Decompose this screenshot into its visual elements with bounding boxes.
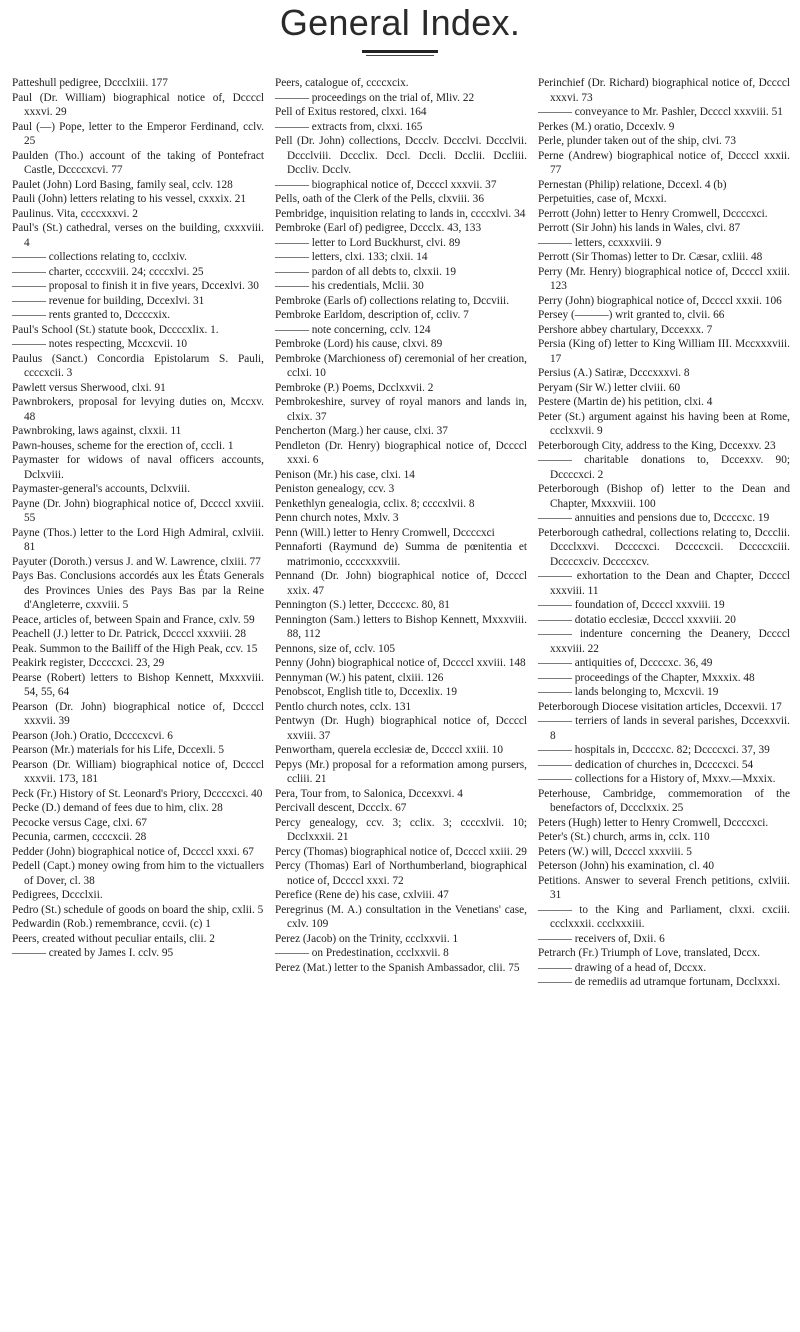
index-entry: Peers, catalogue of, ccccxcix. <box>275 77 409 89</box>
index-entry: ——— hospitals in, Dccccxc. 82; Dccccxci. 37, 39 <box>538 744 770 756</box>
index-entry: Pera, Tour from, to Salonica, Dccexxvi. 4 <box>275 787 463 800</box>
index-entry: Peterhouse, Cambridge, commemoration of the benefactors of, Dccclxxix. 25 <box>538 787 790 814</box>
index-entry: ——— collections for a History of, Mxxv.—Mxxix. <box>538 773 776 785</box>
index-entry: Pennons, size of, cclv. 105 <box>275 642 396 655</box>
index-entry: Pembridge, inquisition relating to lands in, ccccxlvi. 34 <box>275 207 526 220</box>
index-entry: ——— lands belonging to, Mcxcvii. 19 <box>538 686 719 698</box>
index-entry: Peachell (J.) letter to Dr. Patrick, Dccccl xxxviii. 28 <box>12 628 247 640</box>
index-entry: Pembrokeshire, survey of royal manors and lands in, clxix. 37 <box>275 396 527 423</box>
index-entry: Paul (—) Pope, letter to the Emperor Ferdinand, cclv. 25 <box>12 120 264 147</box>
index-entry: Percy (Thomas) Earl of Northumberland, biographical notice of, Dccccl xxxi. 72 <box>275 860 527 887</box>
index-entry: Percy genealogy, ccv. 3; cclix. 3; ccccxlvii. 10; Dcclxxxii. 21 <box>275 816 527 843</box>
index-entry: Pearson (Joh.) Oratio, Dccccxcvi. 6 <box>12 729 173 742</box>
index-entry: Payne (Thos.) letter to the Lord High Admiral, cxlviii. 81 <box>12 526 264 553</box>
index-entry: Pembroke (Earls of) collections relating to, Dccviii. <box>275 294 510 307</box>
index-entry: Peers, created without peculiar entails, clii. 2 <box>12 932 215 945</box>
page-title: General Index. <box>279 2 521 43</box>
index-entry: Pembroke (P.) Poems, Dcclxxvii. 2 <box>275 381 434 394</box>
index-entry: Pearse (Robert) letters to Bishop Kennett, Mxxxviii. 54, 55, 64 <box>12 671 264 698</box>
index-entry: ——— proposal to finish it in five years, Dccexlvi. 30 <box>12 280 259 292</box>
index-entry: Paulden (Tho.) account of the taking of Pontefract Castle, Dccccxcvi. 77 <box>12 149 264 176</box>
index-entry: Peterborough Diocese visitation articles, Dccexvii. 17 <box>538 700 782 713</box>
index-entry: Perez (Jacob) on the Trinity, ccclxxvii. 1 <box>275 932 459 945</box>
index-entry: Paulet (John) Lord Basing, family seal, cclv. 128 <box>12 178 233 191</box>
index-entry: Pernestan (Philip) relatione, Dccexl. 4 (b) <box>538 178 727 191</box>
index-entry: Patteshull pedigree, Dccclxiii. 177 <box>12 77 168 89</box>
index-entry: Percy (Thomas) biographical notice of, Dccccl xxiii. 29 <box>275 845 527 858</box>
index-entry: Peniston genealogy, ccv. 3 <box>275 483 395 495</box>
index-entry: ——— proceedings on the trial of, Mliv. 22 <box>275 91 475 104</box>
index-entry: Pencherton (Marg.) her cause, clxi. 37 <box>275 425 448 437</box>
index-entry: ——— dotatio ecclesiæ, Dccccl xxxviii. 20 <box>538 613 736 626</box>
index-entry: Penison (Mr.) his case, clxi. 14 <box>275 468 415 481</box>
index-entry: Persey (———) writ granted to, clvii. 66 <box>538 309 725 321</box>
index-column-3 <box>538 76 790 990</box>
index-entry: ——— pardon of all debts to, clxxii. 19 <box>275 265 457 278</box>
index-entry: Petrarch (Fr.) Triumph of Love, translated, Dccx. <box>538 947 761 959</box>
index-entry: ——— proceedings of the Chapter, Mxxxix. 48 <box>538 671 755 684</box>
index-entry: Peace, articles of, between Spain and France, cxlv. 59 <box>12 613 255 626</box>
index-entry: Peck (Fr.) History of St. Leonard's Priory, Dccccxci. 40 <box>12 787 263 800</box>
index-entry: Pershore abbey chartulary, Dccexxx. 7 <box>538 323 713 336</box>
index-entry: Pell of Exitus restored, clxxi. 164 <box>275 106 427 118</box>
index-entry: Payuter (Doroth.) versus J. and W. Lawrence, clxiii. 77 <box>12 555 261 568</box>
index-entry: ——— dedication of churches in, Dccccxci. 54 <box>538 758 754 771</box>
index-entry: Perrott (John) letter to Henry Cromwell, Dccccxci. <box>538 207 768 220</box>
index-entry: Penkethlyn genealogia, cclix. 8; ccccxlvii. 8 <box>275 497 475 510</box>
index-entry: Pedwardin (Rob.) remembrance, ccvii. (c) 1 <box>12 918 211 930</box>
index-entry: ——— de remediis ad utramque fortunam, Dcclxxxi. <box>538 976 781 988</box>
index-entry: ——— letter to Lord Buckhurst, clvi. 89 <box>275 236 461 249</box>
index-entry: ——— conveyance to Mr. Pashler, Dccccl xxxviii. 51 <box>538 106 783 118</box>
index-entry: Pays Bas. Conclusions accordés aux les États Generals des Provinces Unies des Pays Bas par la Reine d'Angleterre, cxxviii. 5 <box>12 570 264 611</box>
index-entry: ——— exhortation to the Dean and Chapter, Dccccl xxxviii. 11 <box>538 570 790 597</box>
index-entry: ——— created by James I. cclv. 95 <box>12 947 174 959</box>
index-entry: Peterborough City, address to the King, Dccexxv. 23 <box>538 439 776 452</box>
index-entry: Persia (King of) letter to King William III. Mccxxxviii. 17 <box>538 338 790 365</box>
index-entry: ——— terriers of lands in several parishes, Dccexxvii. 8 <box>538 715 790 742</box>
index-entry: Perez (Mat.) letter to the Spanish Ambassador, clii. 75 <box>275 961 520 974</box>
index-entry: Peterborough cathedral, collections relating to, Dccclii. Dccclxxvi. Dccccxci. Dccccxcii. Dccccxciii. Dccccxciv. Dccccxcv. <box>538 526 790 568</box>
index-entry: Pembroke (Marchioness of) ceremonial of her creation, cclxi. 10 <box>275 352 527 379</box>
index-entry: ——— charitable donations to, Dccexxv. 90; Dccccxci. 2 <box>538 454 790 481</box>
index-entry: Pedell (Capt.) money owing from him to the victuallers of Dover, cl. 38 <box>12 860 264 887</box>
index-entry: ——— antiquities of, Dccccxc. 36, 49 <box>538 657 713 669</box>
index-entry: Pauli (John) letters relating to his vessel, cxxxix. 21 <box>12 193 247 205</box>
index-entry: ——— his credentials, Mclii. 30 <box>275 280 424 292</box>
index-entry: Paul (Dr. William) biographical notice of, Dccccl xxxvi. 29 <box>12 91 264 118</box>
index-entry: Pecunia, carmen, ccccxcii. 28 <box>12 831 147 843</box>
index-entry: Peregrinus (M. A.) consultation in the Venetians' case, cxlv. 109 <box>275 903 527 930</box>
index-entry: Paymaster for widows of naval officers accounts, Dclxviii. <box>12 454 264 481</box>
index-entry: Percivall descent, Dccclx. 67 <box>275 802 407 814</box>
index-entry: Paulinus. Vita, ccccxxxvi. 2 <box>12 207 138 220</box>
index-entry: Pembroke (Earl of) pedigree, Dccclx. 43, 133 <box>275 222 482 234</box>
index-entry: Paymaster-general's accounts, Dclxviii. <box>12 483 191 495</box>
index-entry: Petitions. Answer to several French petitions, cxlviii. 31 <box>538 874 790 901</box>
index-entry: Pepys (Mr.) proposal for a reformation among pursers, ccliii. 21 <box>275 758 527 785</box>
index-entry: Perry (John) biographical notice of, Dccccl xxxii. 106 <box>538 294 782 307</box>
index-entry: Pembroke Earldom, description of, ccliv. 7 <box>275 309 469 321</box>
index-entry: Pecocke versus Cage, clxi. 67 <box>12 816 147 829</box>
index-entry: Pawn-houses, scheme for the erection of, cccli. 1 <box>12 439 234 452</box>
index-entry: Pembroke (Lord) his cause, clxvi. 89 <box>275 338 443 350</box>
index-entry: Perkes (M.) oratio, Dccexlv. 9 <box>538 120 675 133</box>
index-entry: Pennington (S.) letter, Dccccxc. 80, 81 <box>275 599 450 611</box>
index-entry: Pennaforti (Raymund de) Summa de pœnitentia et matrimonio, ccccxxxviii. <box>275 541 527 568</box>
index-entry: Pentwyn (Dr. Hugh) biographical notice of, Dccccl xxviii. 37 <box>275 715 527 742</box>
index-entry: Peter (St.) argument against his having been at Rome, ccclxxvii. 9 <box>538 410 790 437</box>
index-entry: Perrott (Sir Thomas) letter to Dr. Cæsar, cxliii. 48 <box>538 251 763 263</box>
index-entry: Perle, plunder taken out of the ship, clvi. 73 <box>538 135 736 147</box>
index-entry: ——— foundation of, Dccccl xxxviii. 19 <box>538 599 725 611</box>
index-entry: Perrott (Sir John) his lands in Wales, clvi. 87 <box>538 222 741 234</box>
index-entry: Payne (Dr. John) biographical notice of, Dccccl xxviii. 55 <box>12 497 264 524</box>
index-entry: ——— annuities and pensions due to, Dccccxc. 19 <box>538 512 770 524</box>
index-entry: Pecke (D.) demand of fees due to him, clix. 28 <box>12 802 223 814</box>
index-entry: Peter's (St.) church, arms in, cclx. 110 <box>538 831 710 843</box>
index-entry: Penn (Will.) letter to Henry Cromwell, Dccccxci <box>275 526 495 539</box>
index-entry: Persius (A.) Satiræ, Dcccxxxvi. 8 <box>538 367 690 379</box>
index-entry: Perefice (Rene de) his case, cxlviii. 47 <box>275 889 449 901</box>
index-entry: ——— letters, ccxxxviii. 9 <box>538 236 662 249</box>
index-entry: ——— extracts from, clxxi. 165 <box>275 120 423 133</box>
index-entry: ——— indenture concerning the Deanery, Dccccl xxxviii. 22 <box>538 628 790 655</box>
index-entry: Pendleton (Dr. Henry) biographical notice of, Dccccl xxxi. 6 <box>275 439 527 466</box>
index-entry: ——— notes respecting, Mccxcvii. 10 <box>12 338 188 350</box>
index-entry: Peryam (Sir W.) letter clviii. 60 <box>538 381 681 394</box>
index-entry: ——— charter, ccccxviii. 24; ccccxlvi. 25 <box>12 265 204 278</box>
index-entry: Penwortham, querela ecclesiæ de, Dccccl xxiii. 10 <box>275 744 504 756</box>
title-rule-thick <box>362 50 438 53</box>
index-entry: Pawnbroking, laws against, clxxii. 11 <box>12 425 182 437</box>
index-column-2 <box>275 76 527 975</box>
index-entry: Peters (Hugh) letter to Henry Cromwell, Dccccxci. <box>538 816 769 829</box>
index-entry: Perinchief (Dr. Richard) biographical notice of, Dccccl xxxvi. 73 <box>538 77 790 104</box>
index-entry: Pennyman (W.) his patent, clxiii. 126 <box>275 671 444 684</box>
index-entry: Pentlo church notes, cclx. 131 <box>275 700 412 713</box>
index-entry: Pedder (John) biographical notice of, Dccccl xxxi. 67 <box>12 845 254 858</box>
index-entry: Pearson (Dr. William) biographical notice of, Dccccl xxxvii. 173, 181 <box>12 758 264 785</box>
index-entry: Peters (W.) will, Dccccl xxxviii. 5 <box>538 845 692 858</box>
index-entry: Pennington (Sam.) letters to Bishop Kennett, Mxxxviii. 88, 112 <box>275 613 527 640</box>
index-entry: Penny (John) biographical notice of, Dccccl xxviii. 148 <box>275 657 526 669</box>
index-entry: ——— to the King and Parliament, clxxi. cxciii. ccclxxxii. ccclxxxiii. <box>538 903 790 930</box>
index-entry: Peterson (John) his examination, cl. 40 <box>538 860 715 872</box>
index-entry: Perne (Andrew) biographical notice of, Dccccl xxxii. 77 <box>538 149 790 176</box>
index-entry: Paul's School (St.) statute book, Dccccxlix. 1. <box>12 323 219 336</box>
index-entry: ——— receivers of, Dxii. 6 <box>538 932 665 945</box>
index-entry: Pedro (St.) schedule of goods on board the ship, cxlii. 5 <box>12 903 264 916</box>
index-entry: ——— drawing of a head of, Dccxx. <box>538 961 707 974</box>
index-entry: ——— letters, clxi. 133; clxii. 14 <box>275 251 428 263</box>
index-entry: Pearson (Dr. John) biographical notice of, Dccccl xxxvii. 39 <box>12 700 264 727</box>
index-column-1 <box>12 76 264 961</box>
index-entry: Peterborough (Bishop of) letter to the Dean and Chapter, Mxxxviii. 100 <box>538 483 790 510</box>
index-entry: Pawnbrokers, proposal for levying duties on, Mccxv. 48 <box>12 396 264 423</box>
index-entry: ——— rents granted to, Dccccxix. <box>12 309 171 321</box>
index-entry: ——— biographical notice of, Dccccl xxxvii. 37 <box>275 178 497 191</box>
index-entry: Peak. Summon to the Bailiff of the High Peak, ccv. 15 <box>12 642 258 655</box>
index-entry: Perry (Mr. Henry) biographical notice of, Dccccl xxiii. 123 <box>538 265 790 292</box>
index-entry: Pennand (Dr. John) biographical notice of, Dccccl xxix. 47 <box>275 570 527 597</box>
index-entry: Paulus (Sanct.) Concordia Epistolarum S. Pauli, ccccxcii. 3 <box>12 352 264 379</box>
index-entry: ——— collections relating to, ccclxiv. <box>12 251 187 263</box>
index-entry: Paul's (St.) cathedral, verses on the building, cxxxviii. 4 <box>12 222 264 249</box>
title-rule-thin <box>366 55 434 56</box>
index-entry: Peakirk register, Dccccxci. 23, 29 <box>12 657 165 669</box>
index-entry: Pestere (Martin de) his petition, clxi. 4 <box>538 396 713 408</box>
index-entry: Pells, oath of the Clerk of the Pells, clxviii. 36 <box>275 193 484 205</box>
index-entry: Pedigrees, Dccclxii. <box>12 889 103 901</box>
index-entry: Pell (Dr. John) collections, Dccclv. Dccclvi. Dccclvii. Dccclviii. Dccclix. Dccl. Dccli. Dcclii. Dccliii. Dccliv. Dcclv. <box>275 135 527 176</box>
index-entry: ——— on Predestination, ccclxxvii. 8 <box>275 947 449 959</box>
index-entry: Pearson (Mr.) materials for his Life, Dccexli. 5 <box>12 744 225 756</box>
index-entry: Penn church notes, Mxlv. 3 <box>275 512 399 524</box>
index-entry: Perpetuities, case of, Mcxxi. <box>538 193 667 205</box>
index-entry: Penobscot, English title to, Dccexlix. 19 <box>275 686 457 698</box>
index-entry: Pawlett versus Sherwood, clxi. 91 <box>12 381 166 394</box>
index-entry: ——— revenue for building, Dccexlvi. 31 <box>12 294 205 307</box>
index-entry: ——— note concerning, cclv. 124 <box>275 323 431 336</box>
